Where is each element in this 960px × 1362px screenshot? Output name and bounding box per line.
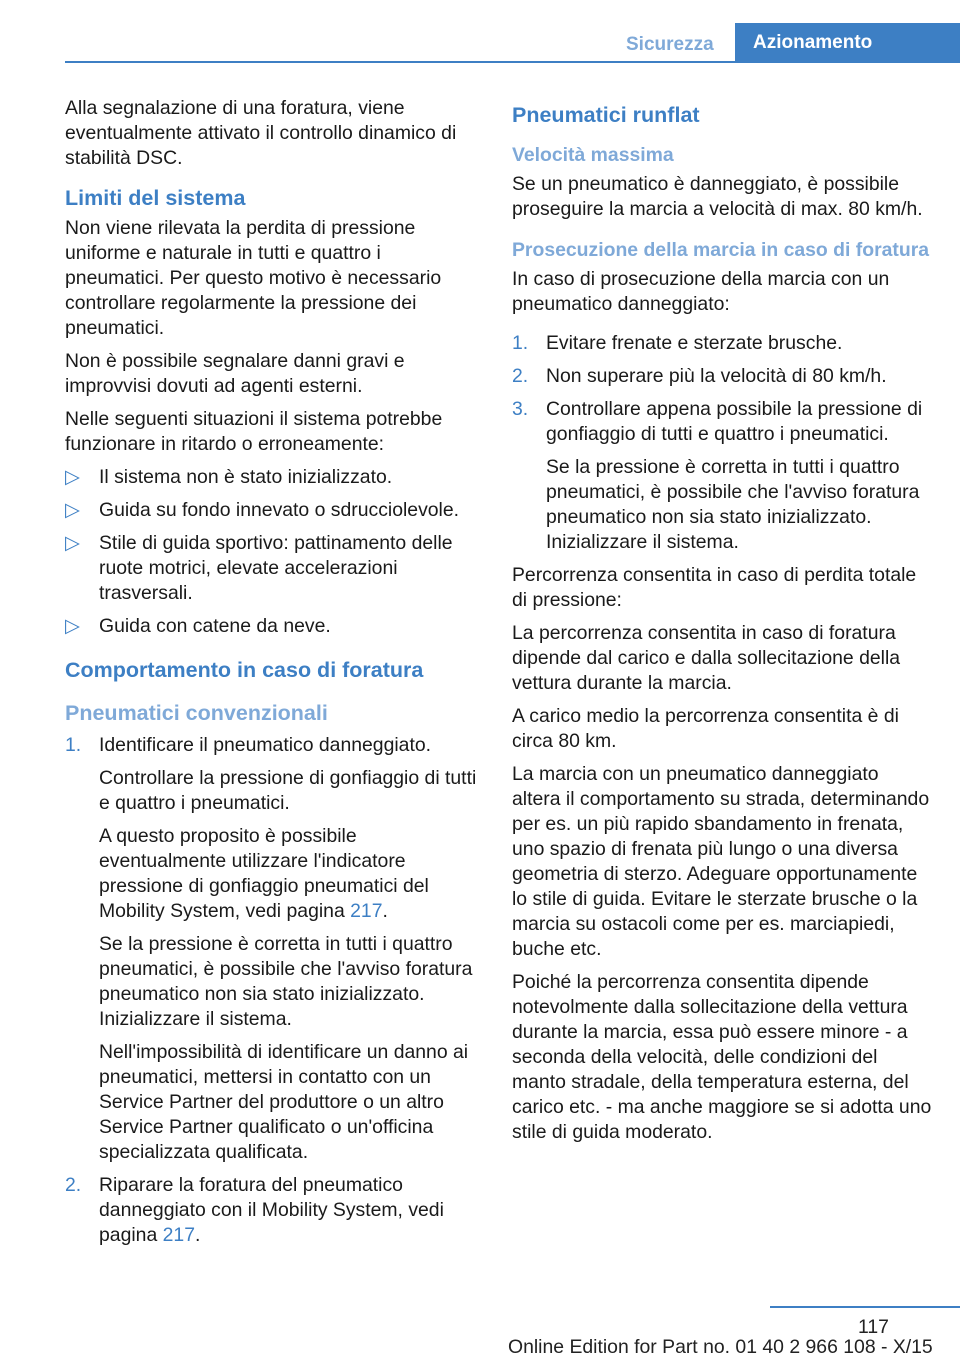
step-number: 2. [65,1174,82,1196]
list-item: 2. Riparare la foratura del pneumatico danneggiato con il Mobility System, vedi pagina 217. [65,1174,444,1246]
limits-paragraph-1: Non viene rilevata la perdita di pressione uniforme e naturale in tutti e quattro i pneumatici. Per questo motivo è necessario controllare regolarmente la pressione dei pneumatici. [65,217,442,339]
intro-paragraph: Alla segnalazione di una foratura, viene eventualmente attivato il controllo dinamico di stabilità DSC. [65,97,457,169]
triangle-bullet-icon: ▷ [65,499,80,521]
list-item: ▷ Guida con catene da neve. [65,615,331,637]
range-variation-paragraph: Poiché la percorrenza consentita dipende notevolmente dalla sollecitazione della vettura durante la marcia, essa può essere minore - a seconda della velocità, delle condizioni del manto stradale, della temperatura esterna, del carico etc. - ma anche maggiore se si adotta uno stile di guida moderato. [512,971,932,1143]
left-column [65,96,483,1256]
list-item: ▷ Stile di guida sportivo: pattinamento delle ruote motrici, elevate accelerazioni trasversali. [65,532,453,604]
limits-paragraph-3: Nelle seguenti situazioni il sistema potrebbe funzionare in ritardo o erroneamente: [65,408,443,455]
step-number: 3. [512,398,529,420]
continue-driving-heading: Prosecuzione della marcia in caso di foratura [512,239,930,261]
runflat-steps-list [512,331,932,555]
continue-driving-paragraph: In caso di prosecuzione della marcia con un pneumatico danneggiato: [512,268,890,315]
footer-divider [770,1306,960,1308]
conventional-steps-list [65,733,483,1248]
triangle-bullet-icon: ▷ [65,532,80,554]
triangle-bullet-icon: ▷ [65,466,80,488]
max-speed-heading: Velocità massima [512,144,674,166]
list-item: ▷ Guida su fondo innevato o sdrucciolevole. [65,499,460,521]
page-link[interactable]: 217 [162,1224,195,1246]
page-number: 117 [858,1316,889,1338]
list-item: ▷ Il sistema non è stato inizializzato. [65,466,393,488]
runflat-heading: Pneumatici runflat [512,103,700,127]
right-column [512,96,932,1153]
list-item: 1. Evitare frenate e sterzate brusche. [512,332,843,354]
conventional-tyres-heading: Pneumatici convenzionali [65,701,328,725]
limits-paragraph-2: Non è possibile segnalare danni gravi e improvvisi dovuti ad agenti esterni. [65,350,405,397]
medium-load-paragraph: A carico medio la percorrenza consentita è di circa 80 km. [512,705,899,752]
list-item: 1. Identificare il pneumatico danneggiato. Controllare la pressione di gonfiaggio di tutti e quattro i pneumatici. A questo proposito è possibile eventualmente utilizzare l'indicatore pressione di gonfiaggio pneumatici del Mobility System, vedi pagina 217. Se la pressione è corretta in tutti i quattro pneumatici, è possibile che l'avviso foratura pneumatico non sia stato inizializzato. Inizializzare il sistema. Nell'impossibilità di identificare un danno ai pneumatici, mettersi in contatto con un Service Partner del produttore o un altro Service Partner qualificato o un'officina specializzata qualificata. [65,734,477,1163]
header-chapter-tab: Azionamento [735,23,960,63]
triangle-bullet-icon: ▷ [65,615,80,637]
total-loss-paragraph: Percorrenza consentita in caso di perdita totale di pressione: [512,564,917,611]
step-number: 1. [512,332,529,354]
step-number: 2. [512,365,529,387]
list-item: 2. Non superare più la velocità di 80 km/h. [512,365,887,387]
header-divider [65,61,960,63]
page-link[interactable]: 217 [350,900,383,922]
header-section-tab: Sicurezza [626,34,714,55]
range-depends-paragraph: La percorrenza consentita in caso di foratura dipende dal carico e dalla sollecitazione della vettura durante la marcia. [512,622,901,694]
limits-bullet-list [65,465,483,639]
limits-heading: Limiti del sistema [65,186,246,210]
footer-edition-text: Online Edition for Part no. 01 40 2 966 108 - X/15 [508,1336,933,1358]
handling-paragraph: La marcia con un pneumatico danneggiato altera il comportamento su strada, determinando per es. un più rapido sbandamento in frenata, uno spazio di frenata più lungo o una diversa geometria di sterzo. Adeguare opportunamente lo stile di guida. Evitare le sterzate brusche o la marcia su ostacoli come per es. marciapiedi, buche etc. [512,763,930,960]
step-number: 1. [65,734,82,756]
list-item: 3. Controllare appena possibile la pressione di gonfiaggio di tutti e quattro i pneumatici. Se la pressione è corretta in tutti i quattro pneumatici, è possibile che l'avviso foratura pneumatico non sia stato inizializzato. Inizializzare il sistema. [512,398,923,553]
behavior-heading: Comportamento in caso di foratura [65,658,424,682]
max-speed-paragraph: Se un pneumatico è danneggiato, è possibile proseguire la marcia a velocità di max. 80 km/h. [512,173,923,220]
